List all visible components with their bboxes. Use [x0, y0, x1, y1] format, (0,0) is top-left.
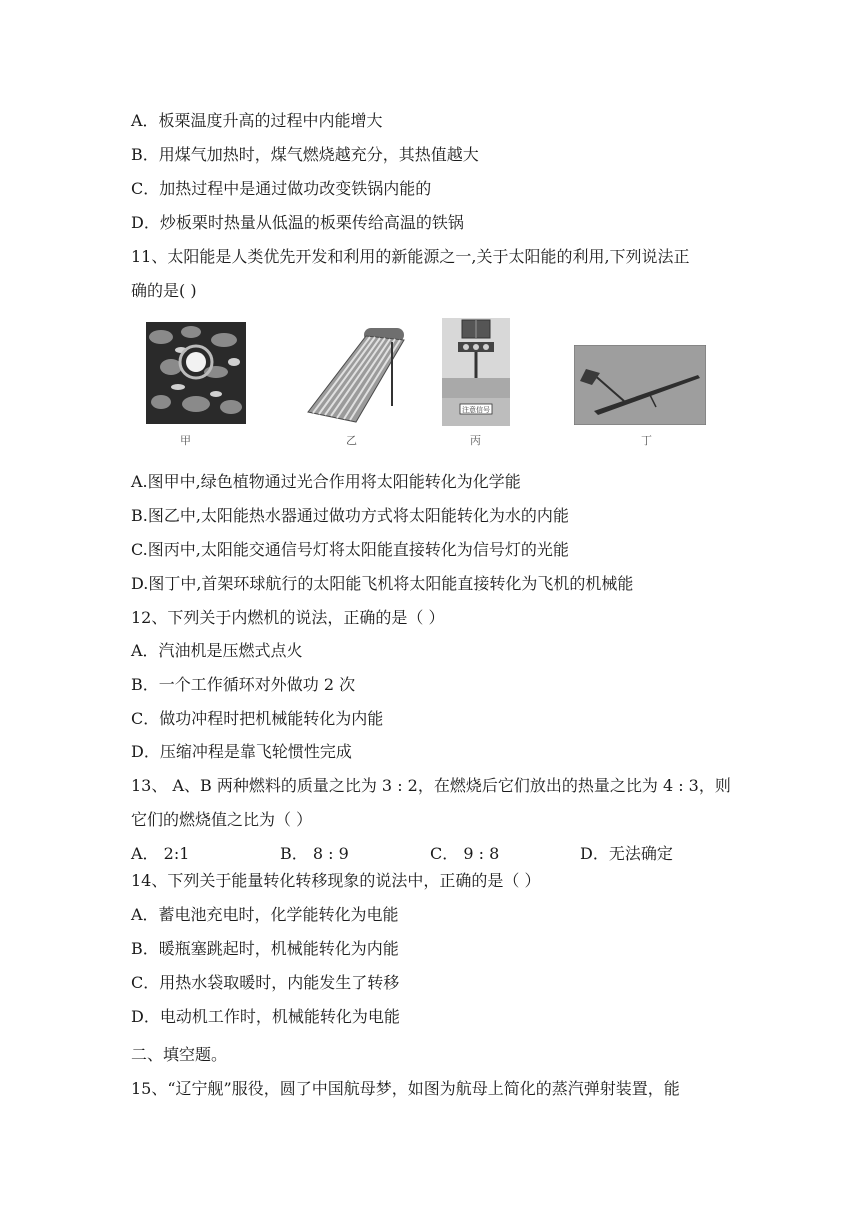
q14-option-b: B．暖瓶塞跳起时，机械能转化为内能 — [131, 939, 399, 958]
q12-option-c: C．做功冲程时把机械能转化为内能 — [131, 709, 384, 728]
q10-option-b: B．用煤气加热时，煤气燃烧越充分，其热值越大 — [131, 145, 479, 164]
q13-stem-line1: 13、 A、B 两种燃料的质量之比为 3 : 2，在燃烧后它们放出的热量之比为 4 : 3，则 — [131, 776, 731, 795]
q12-option-d: D．压缩冲程是靠飞轮惯性完成 — [131, 742, 352, 761]
caption-bing: 丙 — [470, 434, 481, 447]
q12-option-b: B．一个工作循环对外做功 2 次 — [131, 675, 356, 694]
q10-option-a: A．板栗温度升高的过程中内能增大 — [131, 111, 383, 130]
figure-plants-photo — [146, 322, 246, 424]
q13-option-d: D．无法确定 — [580, 844, 673, 863]
caption-yi: 乙 — [346, 434, 357, 447]
figure-solar-water-heater — [304, 326, 406, 424]
q12-stem: 12、下列关于内燃机的说法，正确的是（ ） — [131, 608, 445, 627]
q11-stem-line2: 确的是( ) — [131, 281, 197, 300]
q11-option-b: B.图乙中,太阳能热水器通过做功方式将太阳能转化为水的内能 — [131, 506, 569, 525]
q14-option-d: D．电动机工作时，机械能转化为电能 — [131, 1007, 400, 1026]
figure-solar-traffic-light — [442, 318, 510, 426]
q13-option-a: A． 2:1 — [131, 844, 190, 863]
q13-option-c: C． 9 : 8 — [430, 844, 500, 863]
q10-option-d: D．炒板栗时热量从低温的板栗传给高温的铁锅 — [131, 213, 464, 232]
q10-option-c: C．加热过程中是通过做功改变铁锅内能的 — [131, 179, 432, 198]
figure-solar-airplane — [574, 345, 706, 425]
q11-option-d: D.图丁中,首架环球航行的太阳能飞机将太阳能直接转化为飞机的机械能 — [131, 574, 634, 593]
q14-option-c: C．用热水袋取暖时，内能发生了转移 — [131, 973, 400, 992]
caption-ding: 丁 — [641, 434, 652, 447]
q13-stem-line2: 它们的燃烧值之比为（ ） — [131, 810, 313, 829]
q11-option-c: C.图丙中,太阳能交通信号灯将太阳能直接转化为信号灯的光能 — [131, 540, 569, 559]
caption-jia: 甲 — [180, 434, 191, 447]
q13-option-b: B． 8 : 9 — [280, 844, 349, 863]
q15-stem-line1: 15、“辽宁舰”服役，圆了中国航母梦，如图为航母上简化的蒸汽弹射装置，能 — [131, 1079, 680, 1098]
q14-option-a: A．蓄电池充电时，化学能转化为电能 — [131, 905, 399, 924]
q11-stem-line1: 11、太阳能是人类优先开发和利用的新能源之一,关于太阳能的利用,下列说法正 — [131, 247, 690, 266]
q14-stem: 14、下列关于能量转化转移现象的说法中，正确的是（ ） — [131, 871, 541, 890]
section-heading-fill-in: 二、填空题。 — [131, 1045, 228, 1064]
sign-text: 注意信号 — [462, 406, 490, 414]
q11-option-a: A.图甲中,绿色植物通过光合作用将太阳能转化为化学能 — [131, 472, 521, 491]
q12-option-a: A．汽油机是压燃式点火 — [131, 641, 303, 660]
